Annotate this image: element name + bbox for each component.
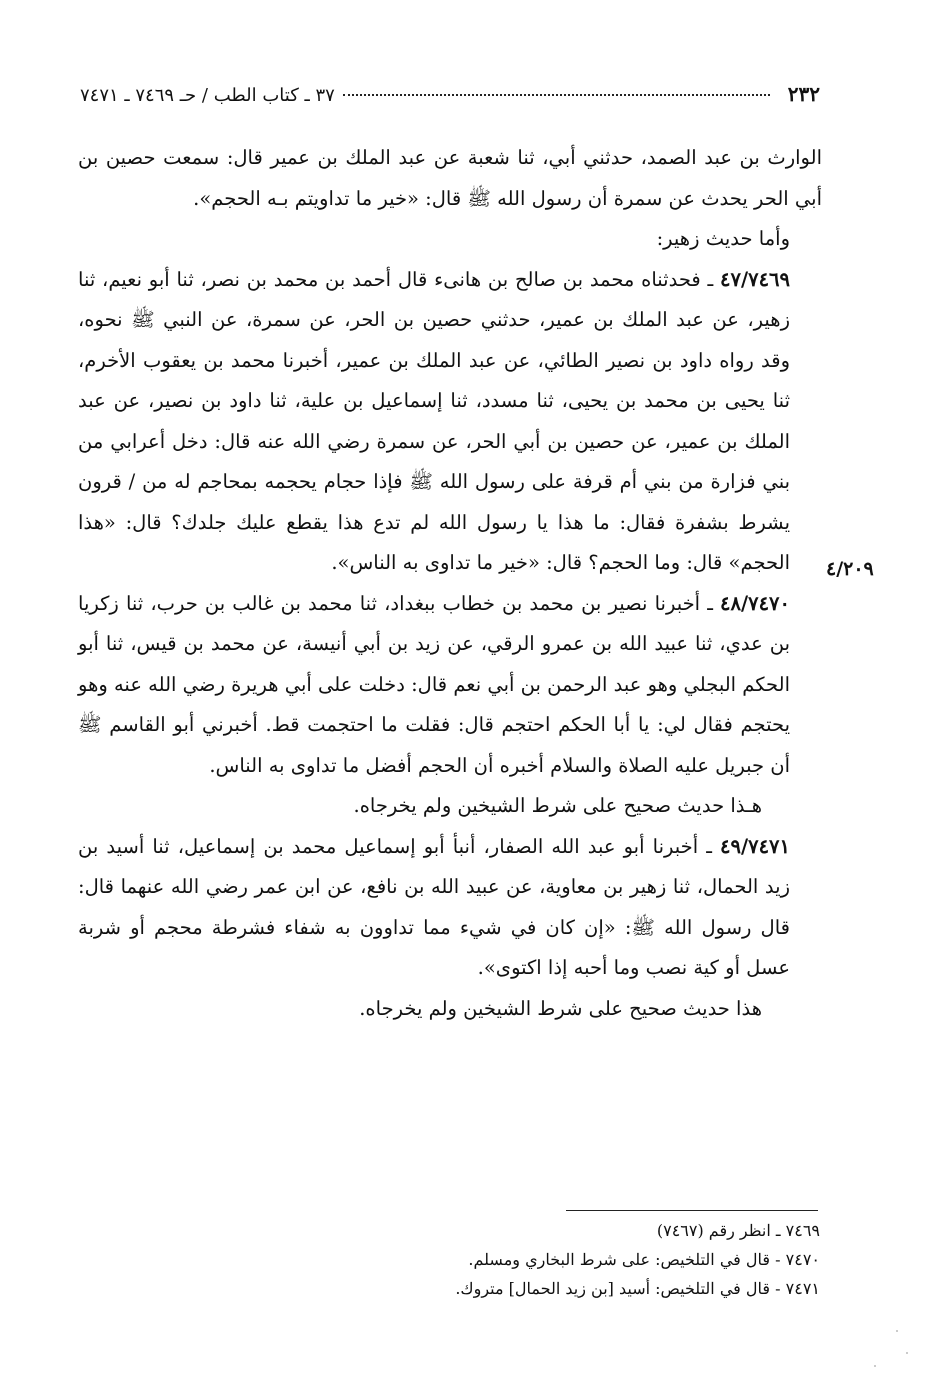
scan-speck [874,1365,876,1367]
hadith-text: ـ فحدثناه محمد بن صالح بن هانىء قال أحمد بن محمد بن نصر، ثنا أبو نعيم، ثنا زهير، عن عبد الملك بن عمير، حدثني حصين بن الحر، عن سمرة، عن النبي ﷺ نحوه، وقد رواه داود بن نصير الطائي، عن عبد الملك بن عمير، أخبرنا محمد بن يعقوب الأخرم، ثنا يحيى بن محمد بن يحيى، ثنا مسدد، ثنا إسماعيل بن علية، ثنا داود بن نصير، عن عبد الملك بن عمير، عن حصين بن أبي الحر، عن سمرة رضي الله عنه قال: دخل أعرابي من بني فزارة من بني أم قرفة على رسول الله ﷺ فإذا حجام يحجمه بمحاجم له من / قرون يشرط بشفرة فقال: ما هذا يا رسول الله لم تدع هذا يقطع عليك جلدك؟ قال: «هذا الحجم» قال: وما الحجم؟ قال: «خير ما تداوى به الناس». [78,267,790,574]
paragraph-continuation: الوارث بن عبد الصمد، حدثني أبي، ثنا شعبة عن عبد الملك بن عمير قال: سمعت حصين بن أبي الحر يحدث عن سمرة أن رسول الله ﷺ قال: «خير ما تداويتم بـه الحجم». [78,146,822,210]
scan-speck [896,1330,898,1332]
hadith-7471 [78,827,822,989]
footnote-separator [566,1210,818,1211]
footnotes [300,1216,820,1303]
hadith-number: ٤٩/٧٤٧١ [720,834,790,858]
hadith-text: ـ أخبرنا أبو عبد الله الصفار، أنبأ أبو إسماعيل محمد بن إسماعيل، ثنا أسيد بن زيد الحمال، ثنا زهير بن معاوية، عن عبيد الله بن نافع، عن ابن عمر رضي الله عنهما قال: قال رسول الله ﷺ: «إن كان في شيء مما تداوون به شفاء فشرطة محجم أو شربة عسل أو كية نصب وما أحبه إذا اكتوى». [78,834,790,979]
footnote: ٧٤٦٩ ـ انظر رقم (٧٤٦٧) [656,1221,820,1240]
paragraph-zuhair-intro: وأما حديث زهير: [656,227,790,250]
footnote: ٧٤٧٠ - قال في التلخيص: على شرط البخاري ومسلم. [468,1250,820,1269]
hadith-number: ٤٧/٧٤٦٩ [720,267,790,291]
page-header [80,82,820,110]
hadith-verdict: هذا حديث صحيح على شرط الشيخين ولم يخرجاه. [359,996,762,1020]
header-dot-leader [343,94,770,96]
margin-volume-page-note: ٤/٢٠٩ [826,558,874,580]
hadith-7470 [78,584,822,787]
hadith-number: ٤٨/٧٤٧٠ [720,591,790,615]
footnote: ٧٤٧١ - قال في التلخيص: أسيد [بن زيد الحمال] متروك. [455,1279,820,1298]
scan-speck [906,1352,908,1354]
page-number: ٢٣٢ [787,82,820,106]
main-text [78,138,822,1029]
hadith-7469 [78,260,822,584]
hadith-text: ـ أخبرنا نصير بن محمد بن خطاب ببغداد، ثنا محمد بن غالب بن حرب، ثنا زكريا بن عدي، ثنا عبيد الله بن عمرو الرقي، عن زيد بن أبي أنيسة، عن محمد بن قيس، ثنا أبو الحكم البجلي وهو عبد الرحمن بن أبي نعم قال: دخلت على أبي هريرة رضي الله عنه وهو يحتجم فقال لي: يا أبا الحكم احتجم قال: فقلت ما احتجمت قط. أخبرني أبو القاسم ﷺ أن جبريل عليه الصلاة والسلام أخبره أن الحجم أفضل ما تداوى به الناس. [78,591,790,777]
running-title: ٣٧ ـ كتاب الطب / حـ ٧٤٦٩ ـ ٧٤٧١ [80,85,335,106]
hadith-verdict: هـذا حديث صحيح على شرط الشيخين ولم يخرجاه. [353,794,762,817]
